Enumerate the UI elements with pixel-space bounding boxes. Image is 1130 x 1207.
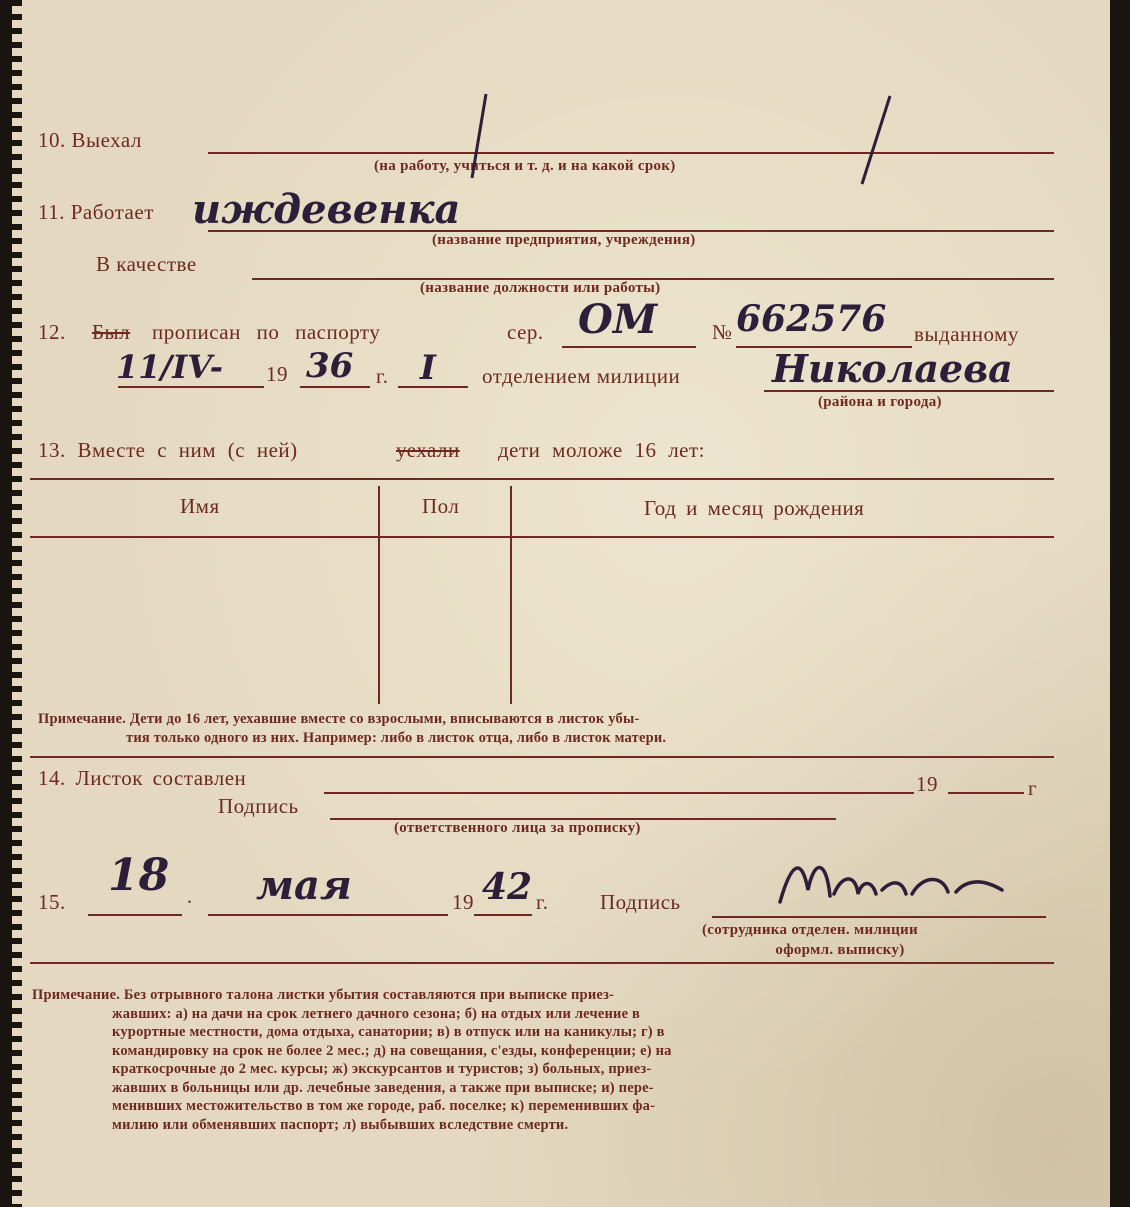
note-1 (38, 710, 1058, 747)
field-15-year-prefix: 19 (452, 890, 474, 914)
note-1-line-2: тия только одного из них. Например: либо в листок отца, либо в листок матери. (126, 729, 667, 746)
field-10-label: 10. Выехал (38, 128, 142, 152)
field-15-signature-label: Подпись (600, 890, 681, 914)
field-15-day-line (88, 914, 182, 916)
date-line (118, 386, 264, 388)
field-15-year-abbr: г. (536, 890, 549, 914)
field-14-year-abbr: г (1028, 776, 1038, 800)
passport-series-label: сер. (507, 320, 544, 344)
passport-number-label: № (712, 320, 733, 344)
field-10-strokes (462, 88, 902, 188)
note-2-line-2: жавших: а) на дачи на срок летнего дачного сезона; б) на отдых или лечение в (112, 1005, 641, 1022)
field-14-label: 14. Листок составлен (38, 766, 247, 790)
field-15-number: 15. (38, 890, 66, 914)
field-15-year-line (474, 914, 532, 916)
field-14-year: 19 (916, 772, 938, 796)
position-hint: (название должности или работы) (420, 280, 661, 296)
note-2-line-7: менивших местожительство в том же городе, раб. поселке; к) переменивших фа- (112, 1098, 656, 1114)
field-15-month: мая (256, 862, 352, 909)
issued-label: выданному (914, 322, 1019, 346)
note-2-line-4: командировку на срок не более 2 мес.; д) на совещания, с'езды, конференции; е) на (112, 1042, 672, 1059)
note-1-line-1: Примечание. Дети до 16 лет, уехавшие вместе со взрослыми, вписываются в листок убы- (38, 711, 640, 727)
field-14-signature-label: Подпись (218, 794, 299, 818)
issue-date-value: 11/IV- (116, 348, 223, 386)
field-15-day: 18 (108, 850, 170, 901)
column-name: Имя (180, 494, 220, 518)
department-number: I (420, 348, 436, 388)
note-2-line-5: краткосрочные до 2 мес. курсы; ж) экскурсантов и туристов; з) больных, приез- (112, 1061, 652, 1077)
field-11-handwriting: иждевенка (192, 186, 461, 233)
perforation-edge (12, 0, 22, 1207)
field-11-label: 11. Работает (38, 200, 154, 224)
field-15-dot: · (186, 890, 194, 914)
field-15-month-line (208, 914, 448, 916)
field-14-year-line (948, 792, 1024, 794)
children-table-header-bottom (30, 536, 1054, 538)
form-sheet (12, 0, 1110, 1207)
field-12-struck-word: Был (92, 320, 131, 344)
field-12-number: 12. (38, 320, 66, 344)
year-prefix: 19 (266, 362, 288, 386)
separator-1 (30, 756, 1054, 758)
city-value: Николаева (772, 346, 1013, 391)
year-abbr: г. (376, 364, 389, 388)
column-sex: Пол (422, 494, 460, 518)
field-14-line (324, 792, 914, 794)
field-13-label-end: дети моложе 16 лет: (498, 438, 706, 462)
year-line (300, 386, 370, 388)
year-suffix: 36 (306, 346, 354, 386)
field-15-hint-line-2: оформл. выписку) (775, 942, 905, 958)
field-13-struck-word: уехали (396, 438, 460, 462)
department-line (398, 386, 468, 388)
series-line (562, 346, 696, 348)
note-2-line-6: жавших в больницы или др. лечебные заведения, а также при выписке; и) пере- (112, 1079, 654, 1096)
children-table-top (30, 478, 1054, 480)
city-line (764, 390, 1054, 392)
field-15-year-suffix: 42 (482, 866, 533, 908)
police-label: отделением милиции (482, 364, 681, 388)
field-15-hint (702, 920, 918, 960)
field-13-label: 13. Вместе с ним (с ней) (38, 438, 298, 462)
city-hint: (района и города) (818, 394, 942, 410)
field-15-hint-line-1: (сотрудника отделен. милиции (702, 922, 918, 938)
column-birth: Год и месяц рождения (644, 496, 865, 520)
position-label: В качестве (96, 252, 197, 276)
passport-number-value: 662576 (736, 298, 887, 340)
note-2 (32, 986, 1062, 1134)
field-12-label: прописан по паспорту (152, 320, 381, 344)
separator-2 (30, 962, 1054, 964)
passport-series-value: ОМ (578, 296, 658, 343)
field-11-hint: (название предприятия, учреждения) (432, 232, 696, 248)
field-14-hint: (ответственного лица за прописку) (394, 820, 641, 836)
officer-signature (772, 850, 1022, 920)
children-table-divider-1 (378, 486, 380, 704)
children-table-divider-2 (510, 486, 512, 704)
note-2-line-8: милию или обменявших паспорт; л) выбывших вследствие смерти. (112, 1116, 569, 1133)
note-2-line-1: Примечание. Без отрывного талона листки убытия составляются при выписке приез- (32, 987, 615, 1003)
field-10-hint: (на работу, учиться и т. д. и на какой срок) (374, 158, 676, 174)
note-2-line-3: курортные местности, дома отдыха, санатории; в) в отпуск или на каникулы; г) в (112, 1024, 665, 1040)
